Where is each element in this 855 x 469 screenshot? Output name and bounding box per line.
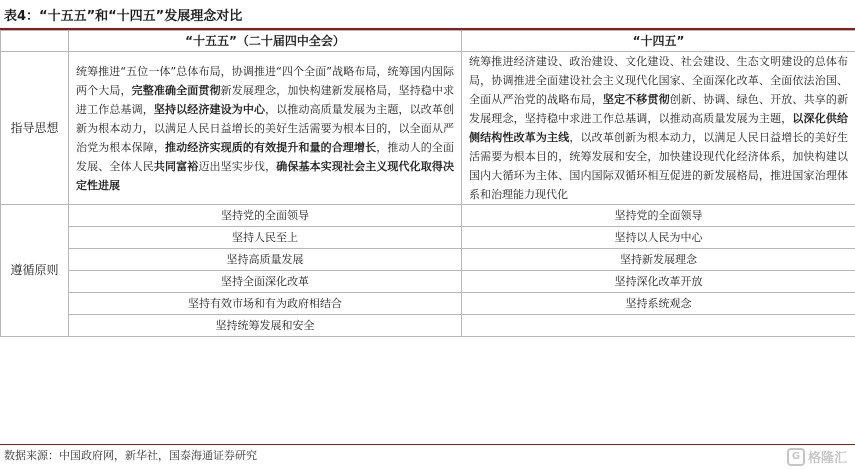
body-text: ，以改革创新为根本动力，以满足人民日益增长的美好生活需要为根本目的，统筹发展和安全，加快建设现代化经济体系，加快构建以国内大循环为主体、国内国际双循环相互促进的新发展格局，推进国家治理体系和治理能力现代化 — [469, 131, 849, 201]
body-text: 统筹推进“五位一体”总体布局，协调推进“四个全面”战略布局，统筹国内国际两个大局， — [76, 64, 454, 97]
table-row — [1, 315, 855, 337]
guiding-row — [1, 52, 855, 205]
principle-14: 坚持系统观念 — [462, 293, 855, 315]
row-label-guiding: 指导思想 — [1, 52, 69, 205]
body-text: 迈出坚实步伐， — [198, 159, 277, 173]
table-row — [1, 271, 855, 293]
row-label-principles: 遵循原则 — [1, 205, 69, 337]
principle-14: 坚持以人民为中心 — [462, 227, 855, 249]
comparison-table — [0, 30, 855, 337]
principle-15: 坚持高质量发展 — [69, 249, 462, 271]
emphasis-text: 确保基本实现社会主义现代化取得决定性进展 — [76, 159, 455, 192]
column-header-14: “十四五” — [462, 31, 855, 52]
watermark-text: 格隆汇 — [807, 451, 847, 466]
table-title: 表4：“十五五”和“十四五”发展理念对比 — [4, 9, 243, 24]
principle-15: 坚持统筹发展和安全 — [69, 315, 462, 337]
principle-15: 坚持全面深化改革 — [69, 271, 462, 293]
emphasis-text: 共同富裕 — [153, 159, 199, 173]
body-text: 统筹推进经济建设、政治建设、文化建设、社会建设、生态文明建设的总体布局，协调推进全面建设社会主义现代化国家、全面深化改革、全面依法治国、全面从严治党的战略布局， — [469, 55, 848, 106]
principle-14: 坚持党的全面领导 — [462, 205, 855, 227]
column-header-15: “十五五”（二十届四中全会） — [69, 31, 462, 52]
watermark-logo-icon: G — [787, 448, 805, 466]
principle-14: 坚持新发展理念 — [462, 249, 855, 271]
guiding-text-14 — [462, 52, 855, 205]
body-text: ，推动人的全面发展、全体人民 — [76, 140, 455, 173]
emphasis-text: 坚定不移贯彻 — [602, 93, 670, 106]
table-row — [1, 249, 855, 271]
table-row — [1, 293, 855, 315]
guiding-text-15 — [69, 52, 462, 205]
body-text: 创新、协调、绿色、开放、共享的新发展理念，坚持稳中求进工作总基调，以推动高质量发展为主题， — [469, 93, 849, 125]
principle-14: 坚持深化改革开放 — [462, 271, 855, 293]
emphasis-text: 坚持以经济建设为中心 — [153, 102, 266, 116]
watermark — [787, 447, 847, 466]
source-note: 数据来源：中国政府网，新华社，国泰海通证券研究 — [4, 449, 257, 462]
emphasis-text: 完整准确全面贯彻 — [131, 83, 221, 97]
corner-cell — [1, 31, 69, 52]
emphasis-text: 推动经济实现质的有效提升和量的合理增长 — [164, 140, 377, 154]
principle-15: 坚持有效市场和有为政府相结合 — [69, 293, 462, 315]
principle-14 — [462, 315, 855, 337]
emphasis-text: 以深化供给侧结构性改革为主线 — [469, 112, 849, 144]
principle-15: 坚持党的全面领导 — [69, 205, 462, 227]
table-bottom-divider — [0, 444, 855, 445]
table-row — [1, 227, 855, 249]
table-row — [1, 205, 855, 227]
body-text: ，以推动高质量发展为主题，以改革创新为根本动力，以满足人民日益增长的美好生活需要为根本目的，以全面从严治党为根本保障， — [76, 102, 455, 154]
principle-15: 坚持人民至上 — [69, 227, 462, 249]
body-text: 新发展理念，加快构建新发展格局，坚持稳中求进工作总基调， — [76, 83, 455, 116]
header-row — [1, 31, 855, 52]
